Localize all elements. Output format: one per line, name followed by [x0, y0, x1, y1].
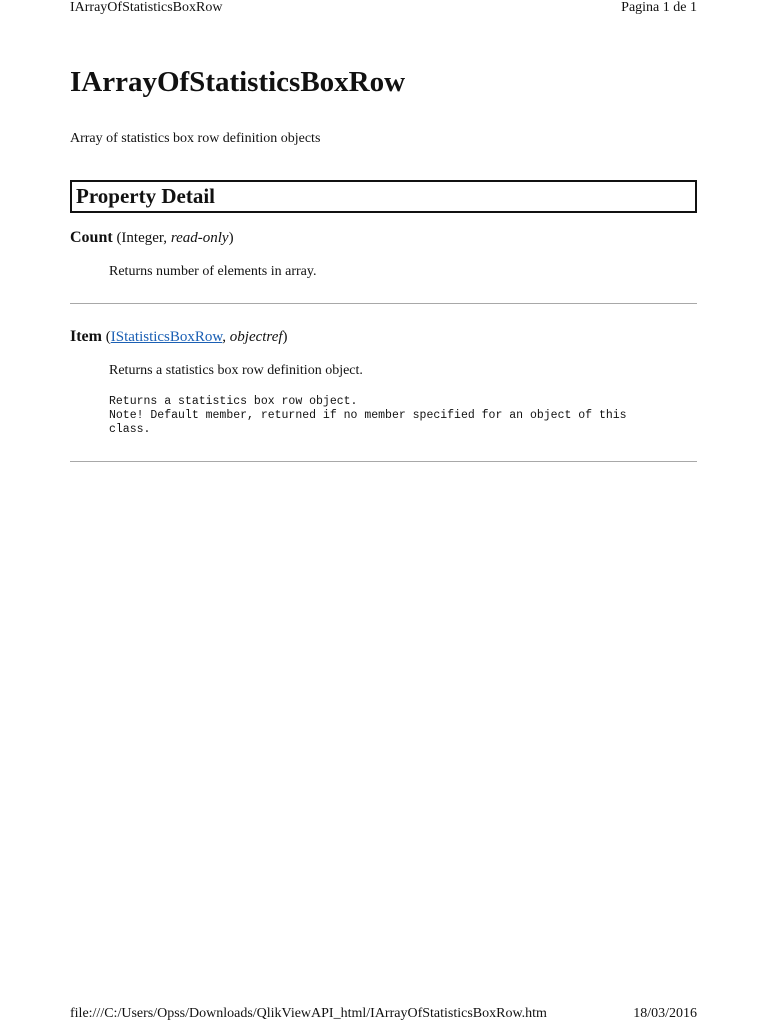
- property-detail-section-header: [70, 180, 697, 213]
- property-count-name: Count: [70, 229, 113, 246]
- footer-date: 18/03/2016: [633, 1006, 697, 1021]
- page-footer: [70, 1006, 697, 1024]
- property-count-description: Returns number of elements in array.: [109, 264, 317, 279]
- header-page-info: Pagina 1 de 1: [621, 0, 697, 15]
- header-doc-title: IArrayOfStatisticsBoxRow: [70, 0, 223, 15]
- divider: [70, 461, 697, 462]
- property-item-signature: [70, 327, 288, 347]
- page-subtitle: Array of statistics box row definition objects: [70, 131, 321, 146]
- page-header: [70, 0, 697, 18]
- page-title: IArrayOfStatisticsBoxRow: [70, 66, 406, 98]
- footer-file-path: file:///C:/Users/Opss/Downloads/QlikViewAPI_html/IArrayOfStatisticsBoxRow.htm: [70, 1006, 547, 1021]
- property-item-name: Item: [70, 328, 102, 345]
- code-line: class.: [109, 423, 151, 436]
- property-count-access: read-only: [170, 230, 229, 246]
- code-line: Note! Default member, returned if no member specified for an object of this: [109, 409, 627, 422]
- code-line: Returns a statistics box row object.: [109, 395, 358, 408]
- property-count-type: (Integer, read-only): [116, 230, 234, 246]
- property-item-description: Returns a statistics box row definition object.: [109, 363, 363, 378]
- divider: [70, 303, 697, 304]
- property-item-code-block: [109, 395, 627, 437]
- property-item-type: (IStatisticsBoxRow, objectref): [105, 329, 288, 345]
- istatisticsboxrow-link[interactable]: IStatisticsBoxRow: [110, 329, 223, 345]
- property-count-signature: [70, 228, 234, 248]
- property-item-access: objectref: [229, 329, 283, 345]
- section-title: Property Detail: [76, 184, 215, 208]
